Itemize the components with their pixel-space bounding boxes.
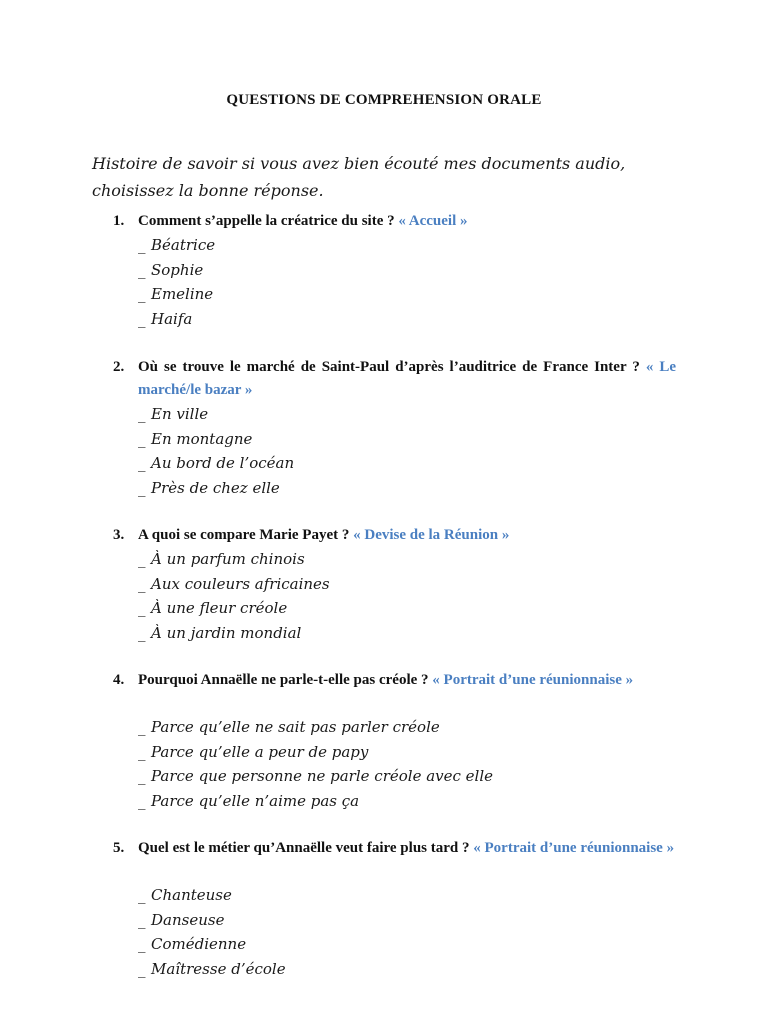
option-label: Au bord de l’océan bbox=[151, 454, 295, 473]
question-text bbox=[138, 837, 676, 860]
question-number: 1. bbox=[113, 213, 125, 229]
answer-option[interactable] bbox=[138, 789, 493, 814]
answer-options bbox=[138, 547, 330, 645]
question-number: 2. bbox=[113, 359, 125, 375]
option-dash: _ bbox=[138, 886, 146, 904]
option-label: Aux couleurs africaines bbox=[151, 574, 330, 593]
option-dash: _ bbox=[138, 309, 146, 328]
source-label: « Le marché/le bazar » bbox=[138, 359, 676, 398]
option-dash: _ bbox=[138, 910, 146, 929]
answer-option[interactable] bbox=[138, 282, 215, 307]
answer-option[interactable] bbox=[138, 402, 294, 427]
answer-options bbox=[138, 233, 215, 331]
option-dash: _ bbox=[138, 623, 146, 642]
option-dash: _ bbox=[138, 574, 146, 593]
source-label: « Portrait d’une réunionnaise » bbox=[473, 840, 675, 856]
option-label: Comédienne bbox=[151, 935, 247, 954]
option-label: En montagne bbox=[151, 429, 253, 448]
option-dash: _ bbox=[138, 478, 146, 497]
option-dash: _ bbox=[138, 959, 146, 978]
option-label: Parce qu’elle ne sait pas parler créole bbox=[151, 718, 440, 736]
option-label: À un jardin mondial bbox=[151, 623, 302, 642]
option-dash: _ bbox=[138, 454, 146, 473]
option-label: Béatrice bbox=[151, 236, 216, 254]
option-dash: _ bbox=[138, 935, 146, 954]
page-title: QUESTIONS DE COMPREHENSION ORALE bbox=[226, 92, 542, 108]
question-number: 4. bbox=[113, 672, 125, 688]
answer-option[interactable] bbox=[138, 596, 330, 621]
option-label: Sophie bbox=[151, 260, 204, 279]
answer-option[interactable] bbox=[138, 715, 493, 740]
question-number: 5. bbox=[113, 840, 125, 856]
question-label: Où se trouve le marché de Saint-Paul d’après l’auditrice de France Inter ? bbox=[138, 359, 640, 375]
answer-option[interactable] bbox=[138, 932, 286, 957]
option-label: Emeline bbox=[151, 285, 214, 304]
answer-option[interactable] bbox=[138, 547, 330, 572]
answer-option[interactable] bbox=[138, 258, 215, 283]
question-label: Comment s’appelle la créatrice du site ? bbox=[138, 213, 395, 229]
answer-option[interactable] bbox=[138, 764, 493, 789]
answer-option[interactable] bbox=[138, 451, 294, 476]
answer-option[interactable] bbox=[138, 621, 330, 646]
option-label: Chanteuse bbox=[151, 886, 232, 904]
question-text bbox=[138, 356, 676, 402]
option-dash: _ bbox=[138, 599, 146, 618]
option-label: À une fleur créole bbox=[151, 599, 288, 618]
intro-text: Histoire de savoir si vous avez bien écouté mes documents audio, choisissez la bonne réponse. bbox=[92, 154, 626, 200]
option-dash: _ bbox=[138, 260, 146, 279]
option-dash: _ bbox=[138, 791, 146, 810]
option-label: Près de chez elle bbox=[151, 478, 280, 497]
source-label: « Accueil » bbox=[398, 213, 468, 229]
question-text bbox=[138, 524, 676, 547]
option-label: Parce qu’elle n’aime pas ça bbox=[151, 791, 360, 810]
answer-option[interactable] bbox=[138, 476, 294, 501]
answer-options bbox=[138, 715, 493, 813]
source-label: « Portrait d’une réunionnaise » bbox=[432, 672, 634, 688]
option-label: Maîtresse d’école bbox=[151, 959, 286, 978]
option-label: Parce qu’elle a peur de papy bbox=[151, 742, 369, 761]
option-dash: _ bbox=[138, 550, 146, 568]
option-dash: _ bbox=[138, 236, 146, 254]
answer-option[interactable] bbox=[138, 307, 215, 332]
option-dash: _ bbox=[138, 767, 146, 786]
option-label: En ville bbox=[151, 405, 209, 423]
option-dash: _ bbox=[138, 405, 146, 423]
option-label: À un parfum chinois bbox=[151, 550, 305, 568]
source-label: « Devise de la Réunion » bbox=[353, 527, 510, 543]
question-label: A quoi se compare Marie Payet ? bbox=[138, 527, 350, 543]
option-dash: _ bbox=[138, 718, 146, 736]
answer-option[interactable] bbox=[138, 957, 286, 982]
question-label: Quel est le métier qu’Annaëlle veut faire plus tard ? bbox=[138, 840, 470, 856]
option-label: Parce que personne ne parle créole avec elle bbox=[151, 767, 494, 786]
answer-option[interactable] bbox=[138, 427, 294, 452]
option-label: Haifa bbox=[151, 309, 193, 328]
answer-option[interactable] bbox=[138, 908, 286, 933]
question-label: Pourquoi Annaëlle ne parle-t-elle pas créole ? bbox=[138, 672, 429, 688]
option-dash: _ bbox=[138, 285, 146, 304]
answer-option[interactable] bbox=[138, 572, 330, 597]
question-number: 3. bbox=[113, 527, 125, 543]
question-text bbox=[138, 210, 676, 233]
option-dash: _ bbox=[138, 742, 146, 761]
answer-option[interactable] bbox=[138, 233, 215, 258]
answer-options bbox=[138, 883, 286, 981]
answer-option[interactable] bbox=[138, 740, 493, 765]
answer-option[interactable] bbox=[138, 883, 286, 908]
question-text bbox=[138, 669, 676, 692]
option-label: Danseuse bbox=[151, 910, 225, 929]
option-dash: _ bbox=[138, 429, 146, 448]
answer-options bbox=[138, 402, 294, 500]
